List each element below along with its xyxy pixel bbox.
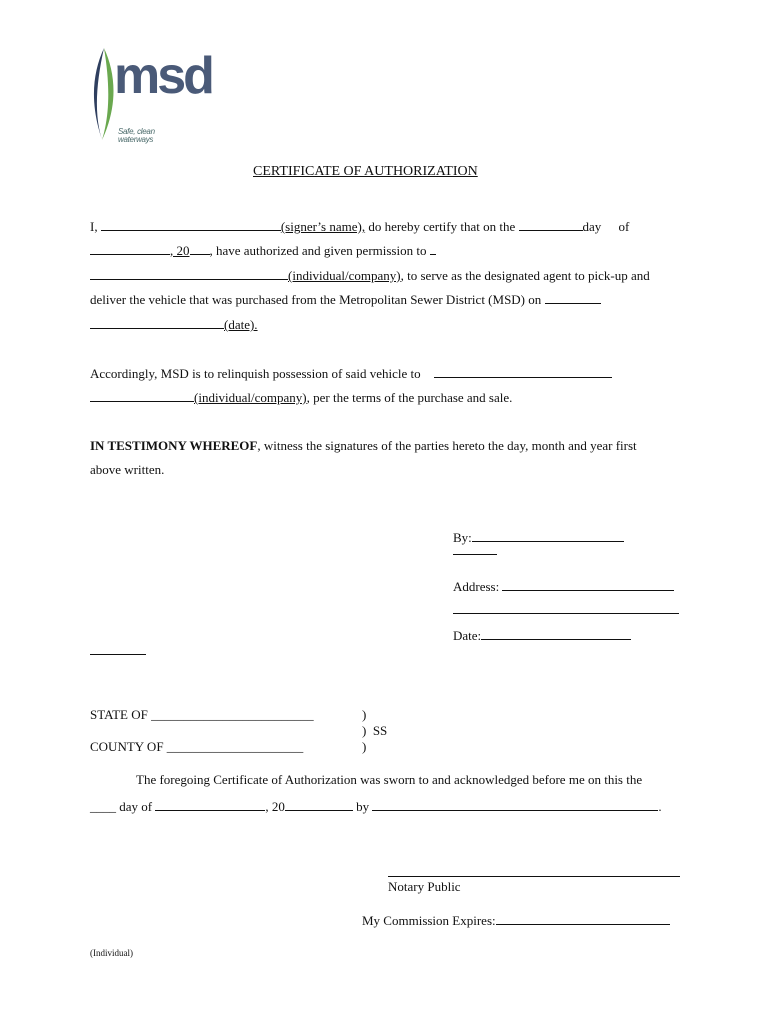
witness-text: , witness the signatures of the parties hereto the day, month and year first	[257, 438, 637, 453]
signer-hint: (signer’s name),	[280, 219, 366, 234]
venue-paren-3: )	[362, 739, 367, 754]
para1-line2	[90, 242, 436, 257]
logo-tagline: Safe, clean waterways	[118, 127, 155, 144]
relinquish-text: Accordingly, MSD is to relinquish possession of said vehicle to	[90, 366, 424, 381]
address-label: Address:	[453, 579, 503, 594]
para3-line2	[90, 463, 164, 476]
para3-line1	[90, 439, 637, 452]
individual-company-hint-2: (individual/company)	[194, 390, 307, 405]
sworn-month-blank[interactable]	[155, 798, 265, 811]
agent-name-blank[interactable]	[90, 267, 288, 280]
relinquish-to-blank[interactable]	[434, 365, 612, 378]
terms-text: , per the terms of the purchase and sale.	[306, 390, 513, 405]
address-blank[interactable]	[502, 578, 674, 591]
certify-text: do hereby certify that on the	[365, 219, 519, 234]
logo-wordmark: msd	[114, 47, 212, 105]
page-title: CERTIFICATE OF AUTHORIZATION	[253, 164, 478, 179]
serve-text: , to serve as the designated agent to pick-up and	[400, 268, 650, 283]
individual-company-hint: (individual/company)	[288, 268, 401, 283]
date-blank[interactable]	[90, 316, 224, 329]
para2-line2	[90, 389, 512, 404]
sworn-by-blank[interactable]	[372, 798, 658, 811]
commission-label: My Commission Expires:	[362, 913, 496, 928]
venue-ss: ) SS	[362, 723, 388, 738]
sworn-year-blank[interactable]	[285, 798, 353, 811]
sworn-year-text: , 20	[265, 799, 285, 814]
address-line	[453, 578, 674, 593]
testimony-heading: IN TESTIMONY WHEREOF	[90, 438, 258, 453]
address-line-2[interactable]	[453, 613, 679, 614]
date-hint: (date).	[224, 317, 258, 332]
permission-text: , have authorized and given permission to	[209, 243, 430, 258]
para1-line1	[90, 218, 629, 233]
i-label: I,	[90, 219, 98, 234]
para2-line1	[90, 365, 612, 380]
relinquish-name-blank[interactable]	[90, 389, 194, 402]
by-line	[453, 529, 624, 544]
day-label: day	[582, 219, 602, 234]
year-prefix: , 20	[170, 243, 190, 258]
sworn-line2	[90, 798, 662, 813]
notary-public-label: Notary Public	[388, 879, 461, 894]
signer-name-blank[interactable]	[101, 218, 281, 231]
msd-logo	[88, 44, 212, 144]
month-blank[interactable]	[90, 242, 170, 255]
commission-blank[interactable]	[496, 912, 670, 925]
of-label: of	[618, 219, 630, 234]
county-of: COUNTY OF _____________________	[90, 739, 304, 754]
by-blank[interactable]	[472, 529, 624, 542]
left-signature-line	[90, 654, 146, 655]
date-line	[453, 627, 631, 642]
sworn-by-text: by	[352, 799, 373, 814]
year-blank[interactable]	[190, 242, 210, 255]
deliver-text: deliver the vehicle that was purchased from the Metropolitan Sewer District (MSD) on	[90, 292, 545, 307]
purchase-date-blank[interactable]	[545, 291, 601, 304]
day-blank[interactable]	[519, 218, 583, 231]
permission-tick	[430, 242, 436, 255]
by-continuation-line	[453, 554, 497, 555]
footer-note: (Individual)	[90, 948, 133, 958]
para1-line4	[90, 291, 601, 306]
sworn-day-text: ____ day of	[90, 799, 156, 814]
date-label: Date:	[453, 628, 482, 643]
venue-paren-1: )	[362, 707, 367, 722]
para1-line3	[90, 267, 650, 282]
date-sign-blank[interactable]	[481, 627, 631, 640]
para1-line5	[90, 316, 258, 331]
by-label: By:	[453, 530, 472, 545]
commission-line	[362, 912, 670, 927]
above-written-text: above written.	[90, 462, 165, 477]
sworn-line1: The foregoing Certificate of Authorization was sworn to and acknowledged before me on this the	[136, 772, 643, 787]
state-of: STATE OF _________________________	[90, 707, 314, 722]
sworn-end: .	[658, 799, 662, 814]
notary-signature-line[interactable]	[388, 876, 680, 877]
